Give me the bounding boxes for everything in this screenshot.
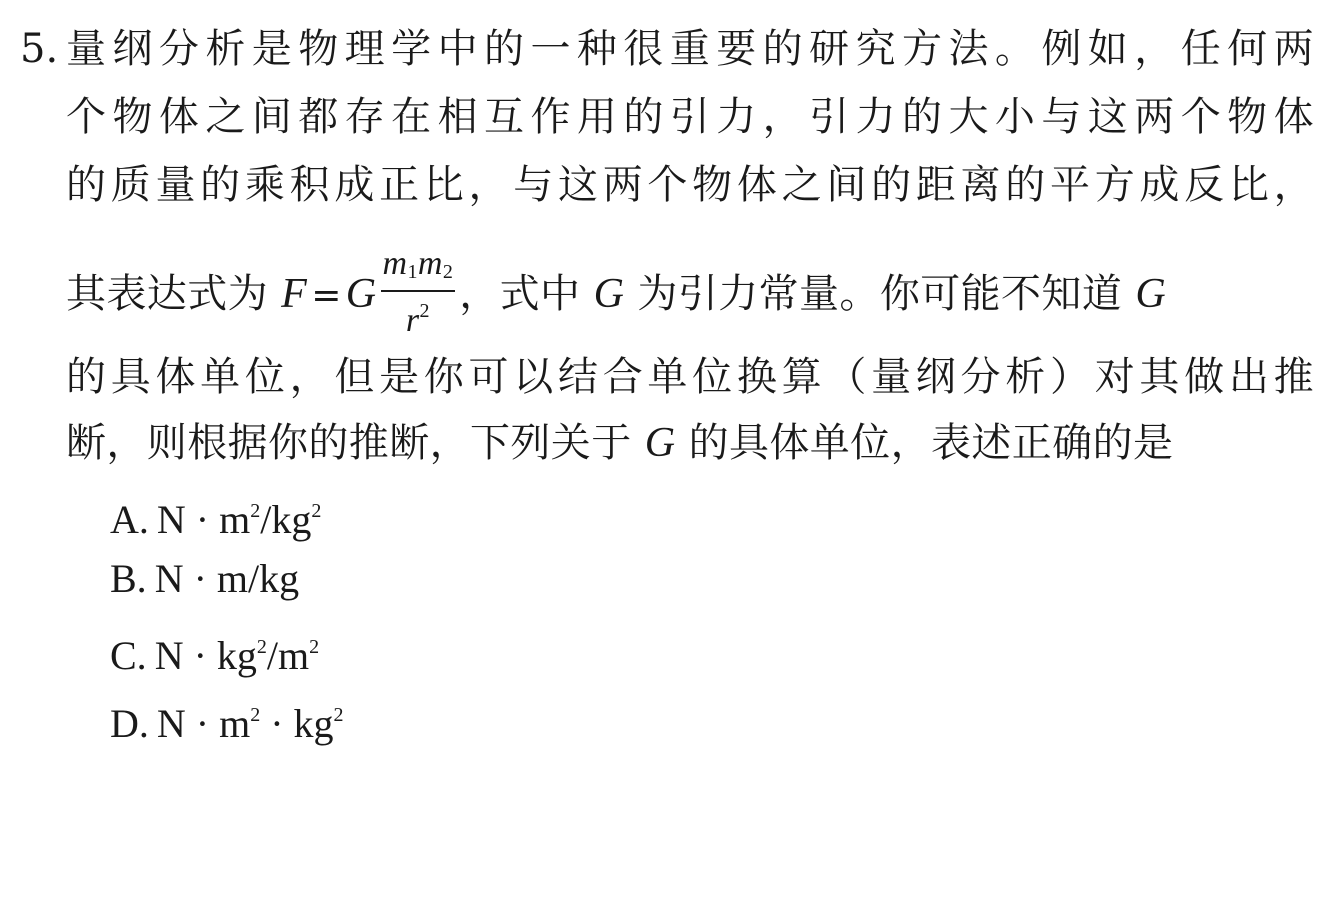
option-c-exponent-2: 2 <box>309 636 320 658</box>
option-c-part-2: /m <box>266 633 310 678</box>
question-line-6-before: 断，则根据你的推断，下列关于 <box>66 420 645 466</box>
gravitational-constant-symbol-4: G <box>644 420 676 466</box>
fraction-numerator <box>381 246 456 292</box>
option-d-exponent-1: 2 <box>250 704 261 726</box>
formula-after-text: ，式中 <box>459 271 594 317</box>
denominator-r: r <box>405 302 420 339</box>
option-d-exponent-2: 2 <box>333 704 344 726</box>
equals-sign: = <box>311 275 342 316</box>
option-a-exponent-1: 2 <box>250 500 261 522</box>
option-b-text: N · m/kg <box>154 556 300 601</box>
force-symbol: F <box>281 271 308 317</box>
formula-fraction <box>381 246 456 340</box>
denominator-exponent: 2 <box>419 300 430 322</box>
question-line-6 <box>66 416 1173 470</box>
option-b-letter: B. <box>110 556 147 601</box>
option-d[interactable] <box>110 688 344 751</box>
question-line-6-after: 的具体单位，表述正确的是 <box>675 420 1174 466</box>
fraction-denominator <box>381 292 456 340</box>
gravitational-constant-symbol-3: G <box>1135 271 1167 317</box>
option-d-part-2: · kg <box>260 701 334 746</box>
option-d-letter: D. <box>110 701 149 746</box>
question-line-2: 个物体之间都存在相互作用的引力，引力的大小与这两个物体 <box>66 94 1314 140</box>
question-line-1: 量纲分析是物理学中的一种很重要的研究方法。例如，任何两 <box>66 26 1314 72</box>
question-line-4-formula <box>66 245 1167 344</box>
question-line-5: 的具体单位，但是你可以结合单位换算（量纲分析）对其做出推 <box>66 354 1314 400</box>
formula-intro-text: 其表达式为 <box>66 271 282 317</box>
formula-after-text-2: 为引力常量。你可能不知道 <box>624 271 1136 317</box>
option-a-part-1: N · m <box>156 497 251 542</box>
option-a[interactable] <box>110 484 321 547</box>
numerator-m1: m <box>382 245 408 282</box>
option-b[interactable] <box>110 552 299 606</box>
option-c-exponent-1: 2 <box>256 636 267 658</box>
numerator-m2: m <box>417 245 443 282</box>
option-c-letter: C. <box>110 633 147 678</box>
option-a-letter: A. <box>110 497 149 542</box>
gravitational-constant-symbol: G <box>345 271 377 317</box>
numerator-subscript-1: 1 <box>407 261 418 283</box>
gravitational-constant-symbol-2: G <box>593 271 625 317</box>
numerator-subscript-2: 2 <box>442 261 454 283</box>
option-c-part-1: N · kg <box>154 633 257 678</box>
option-a-exponent-2: 2 <box>311 500 322 522</box>
question-line-3: 的质量的乘积成正比，与这两个物体之间的距离的平方成反比， <box>66 162 1314 208</box>
question-number: 5. <box>20 26 59 72</box>
option-d-part-1: N · m <box>156 701 251 746</box>
option-a-part-2: /kg <box>260 497 312 542</box>
option-c[interactable] <box>110 620 319 683</box>
